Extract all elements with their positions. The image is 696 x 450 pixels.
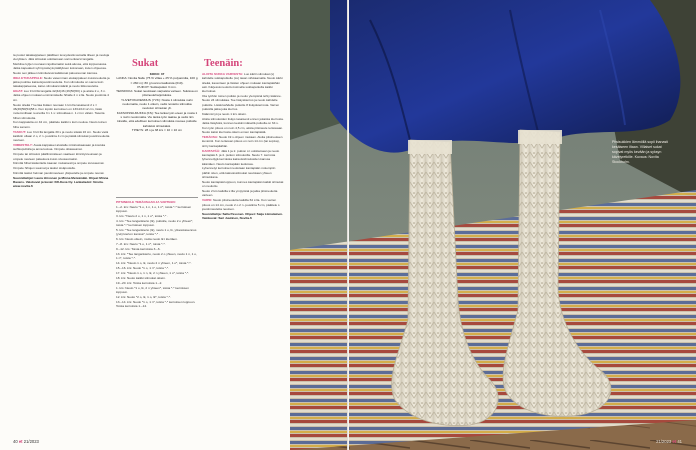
socks-photo bbox=[290, 0, 696, 450]
paragraph bbox=[202, 166, 284, 179]
paragraph bbox=[116, 276, 198, 280]
paragraph-heading: PITSINEULE TERÄOSAAN JA VARTEEN: bbox=[116, 200, 176, 204]
paragraph bbox=[116, 214, 198, 218]
paragraph bbox=[13, 161, 111, 170]
paragraph bbox=[116, 219, 198, 228]
paragraph-text: 17. krs: *Neulo 1 o, 1 n, lk, 2 n yhteen, 1 o*, toista *-*. bbox=[116, 270, 190, 275]
paragraph-text: Neulo 19 s ohjeen mukaan. Aloita pitsineuleen kuviointi. Kun teräosan pituus on noin 14 cm (tai sopiva), siirry kantapäähän. bbox=[202, 135, 283, 148]
paragraph-text: 1. krs: Neulo *1 o, lk, 2 n yhteen*, toista *-* kerroksen loppuun. bbox=[116, 285, 189, 294]
paragraph-text: 9.–12. krs: Toista kerroksia 3.–6. bbox=[116, 247, 161, 252]
photo-caption: Pitsisukkien lämmöllä sopii ihanasti kesäiseen iltaan. Villaiset sukat sopivat myös kevään ja syksyn kävelyretkille. Kuvaus: Novita Stockholm. bbox=[612, 140, 669, 164]
paragraph-text: Lyhennetyt kerrokset neulotaan kantapään molempiin päihin siten, että kaksoissilmukat neulotaan yhteen silmukkana. bbox=[202, 166, 276, 179]
paragraph-heading: VARSI: bbox=[202, 198, 213, 203]
paragraph bbox=[116, 266, 198, 270]
paragraph bbox=[116, 261, 198, 265]
paragraph bbox=[116, 237, 198, 241]
paragraph bbox=[13, 89, 111, 102]
paragraph-text: 1.–2. krs: Neulo *1 o, 1 n, 1 o, 1 n*, toista *-* kerroksen loppuun. bbox=[116, 204, 192, 214]
paragraph-text: Luo 9 krt:llä langalla 42(42)46 (46(50)50) s ja aloita 2 o, 3 n. Jatka ohjeen mukaan ensimmäiselle hihalle 2 n s:lla. Neulo joustinta 4 cm. bbox=[13, 89, 109, 102]
credits-text: Suunnittelijat: Laura Hirvonen ja Minna Metsämäki. Ohjeet Minna Ravens. Valokuvat ja kuvat: KR-Kuva Oy. Lankatiedot: Novita. www.novita.fi bbox=[13, 175, 109, 189]
paragraph-text: 5. krs: *Tee langankierto (lk), neulo 1 o, lk, ylivetokavennus (yvk) kierton kanssa*, toista *-* . bbox=[116, 228, 197, 237]
photo-illustration bbox=[290, 0, 696, 450]
paragraph-text: 19.–20. krs: Toista kerroksia 1.–2. bbox=[116, 280, 163, 285]
paragraph-text: 14. krs: *Neulo 1 o, lk, neulo 2 n yhteen, 1 o*, toista *-*. bbox=[116, 261, 192, 266]
paragraph-text: Neulo kantapää loppuun, kunnes kantapään kaikki silmukat on neulottu. bbox=[202, 179, 284, 189]
paragraph bbox=[202, 149, 284, 166]
paragraph bbox=[116, 281, 198, 285]
paragraph bbox=[202, 212, 284, 221]
materials-line: KAKSOISSILMUKKA (KS): Tee lanka työn eteen ja nosta 1 s nurin neulomatta. Vie lanka työn taakse ja vedä niin kireälle, että edellisen kerroksen silmukka nousee puikolle kahdeksi silmukaksi. bbox=[116, 110, 198, 128]
column-1 bbox=[13, 53, 111, 433]
materials-line: TEKNIIKKA: Sukat neulotaan varpaista varteen. Sukissa on pitsineuleharjoituksia. bbox=[116, 89, 198, 98]
paragraph bbox=[13, 152, 111, 161]
column-2 bbox=[116, 200, 198, 436]
materials-box bbox=[116, 72, 198, 132]
paragraph-heading: TASKUT: bbox=[13, 129, 27, 134]
paragraph-text: Neulo pitsineuletta kaikilla 64 s:lla. Kun varren pituus on 14 cm, neulo 2 o 2 n -joustinta 5 cm, päättele s joustinneuletta neuloen. bbox=[202, 198, 280, 211]
paragraph-text: 4. krs: *Tee langankierto (lk), puikolle, neulo 2 o yhteen*, toista *-* kerroksen loppuun. bbox=[116, 218, 194, 228]
paragraph-text: Neulo sileää 7 kertaa lisäten reunaan 1 krs:lla tasaisesti 2 s = 46(46)50(54)58 s. Kun lopöin kerroksen on 13/11/10 x2 cm, lisää molemmiltaan reunoilta 3 x 1 s: silmukkaa n. 1 cm:n välein. Tasoita hihan silmukoita. bbox=[13, 102, 105, 120]
paragraph bbox=[13, 103, 111, 120]
page-number: 41 bbox=[677, 439, 682, 444]
paragraph bbox=[13, 62, 111, 75]
paragraph-text: Kun kappaletta on 42 cm, päättele kaikki s kuin neuloa. Neulo toinen hiha samoin. bbox=[13, 120, 107, 129]
paragraph-text: 3. krs: *Neulo 2 o, 1 n, 1 o*, toista *-* . bbox=[116, 214, 169, 219]
paragraph-heading: VIIMEISTELY: bbox=[13, 143, 33, 148]
paragraph bbox=[13, 171, 111, 175]
paragraph-text: Kiinnitä hihat kädentielle kaavan mukaisesti ja ompele sivusaumat. Ompele hihojen saumat ja taskut sisäpuolelle. bbox=[13, 161, 105, 170]
paragraph bbox=[202, 126, 284, 135]
paragraph bbox=[202, 189, 284, 198]
brand-mark: et bbox=[672, 439, 677, 444]
paragraph bbox=[202, 72, 284, 93]
paragraph-text: ta puolet takakappaleen päällisen leveydestä samalla tiileen ja neuloja vieryttäen. Jätä silmukat odottamaan sormenkiersi langalle. bbox=[13, 53, 110, 62]
materials-divider bbox=[116, 197, 198, 198]
paragraph-text: 15.–16. krs: Neulo *1 o, 1 n*, toista *-*. bbox=[116, 266, 169, 271]
paragraph bbox=[13, 76, 111, 89]
paragraph-heading: ALOITA SUKKA VARVESTA: bbox=[202, 72, 244, 76]
column-3 bbox=[202, 72, 284, 436]
paragraph-text: Merkitse kyljen reunaan rajoittamaksi sekä alussa, että loppuosassa. Jatka kapeaketi sylimyssävyä päällyksen kokonaan, kuten ohjeessa. Neulo sen jälkeen kiinnitelevä kaikkiosat paluureunan kanssa. bbox=[13, 62, 108, 75]
paragraph-heading: IDEA ETUKAPPALE: bbox=[13, 75, 43, 80]
page-gutter bbox=[347, 0, 349, 450]
paragraph-text: 12. krs: Neulo *2 o, lk, 1 o, lk*, toista *-*. bbox=[116, 294, 171, 299]
paragraph-text: 7.–8. krs: Neulo *1 o, 1 n*, toista *-*. bbox=[116, 242, 166, 247]
paragraph bbox=[116, 252, 198, 261]
materials-line: YLIVETOKAVENNUS (YVK): Nosta 1 silmukka nurin neulomatta, neulo 1 oikein, vedä nostettu silmukka neulotun silmukan yli. bbox=[121, 97, 193, 111]
credits-text: Suunnittelija: Salla Pesonen. Ohjeet: Saija Liimatainen. Valokuvat: Sari Juutinen, Novita.fi bbox=[202, 211, 283, 221]
paragraph-text: 18. krs: Neulo kaikki silmukat oikein. bbox=[116, 275, 166, 280]
paragraph-heading: TERÄOSA: bbox=[202, 135, 219, 140]
paragraph-text: 6. krs: Neulo oikein, mutta neulo lk:t kiertäen. bbox=[116, 237, 178, 242]
paragraph bbox=[116, 247, 198, 251]
socks-title: Sukat bbox=[132, 58, 159, 69]
instructions-title: Teenäin: bbox=[204, 58, 243, 69]
paragraph bbox=[116, 271, 198, 275]
paragraph-text: Kiinnitä taskut helman joustinneuleen yläpuolelle ja ompele reunat. bbox=[13, 170, 105, 175]
paragraph-text: Käännä työ ja neulo 1 krs oikein. bbox=[202, 111, 247, 116]
paragraph-heading: KANTAPÄÄ: bbox=[202, 148, 221, 153]
paragraph bbox=[13, 130, 111, 143]
paragraph-text: Avata kappaleet alustalle mitoituskaavaan ja kostuta suihkupullolla ja anna kuivua. Ompele olkasaumat. bbox=[13, 143, 106, 152]
paragraph-text: 13.–14. krs: Neulo *1 o, 1 n*, toista *-* kerroksen loppuun. Toista kerroksia 1.–14. bbox=[116, 299, 196, 309]
paragraph-text: Aloita silmukoiden lisäys tasaisesti ennen jokaista kierrosta. Jatka lisäyksiä, kunnes keskimmäisellä puikolla on 64 s. bbox=[202, 116, 284, 126]
paragraph-text: Ota työhön toinen puikko ja neulo ylempänä tehty käänne. Neulo 24 silmukkaa. Tee lisäyskierros ja neulo kahdelle puikolle. Lisää kahdelle puikolle 8 lisäyskierrosta. Varren puikoilla jatka joka kierros. bbox=[202, 94, 282, 111]
page-number-left bbox=[13, 439, 39, 444]
brand-mark: et bbox=[18, 439, 23, 444]
materials-line: KOKO: 37 bbox=[149, 72, 165, 76]
paragraph bbox=[202, 94, 284, 111]
paragraph bbox=[202, 112, 284, 116]
paragraph bbox=[13, 120, 111, 129]
paragraph bbox=[13, 53, 111, 62]
materials-line: PUIKOT: Sukkapuikot 3 mm. bbox=[137, 84, 177, 89]
paragraph-text: Luo käriin silmukat (s) kahdelle sukkapuikolle (ss) tasan virkkaamalla. Neulo kärki sileää, kaventaen ja lisäten ohjeen mukaan kantapäähän asti. Kärjessä neulottu kolmella sukkapuikolla kaikki kierrokset. bbox=[202, 72, 283, 94]
paragraph-heading: HIHAT: bbox=[13, 89, 23, 94]
paragraph bbox=[202, 117, 284, 126]
paragraph bbox=[116, 228, 198, 237]
paragraph bbox=[202, 180, 284, 189]
page-number: 40 bbox=[13, 439, 18, 444]
paragraph-text: Neulo 2 krs kaikilla s:illa ympyränä ja jatka pitsineuletta varteen. bbox=[202, 189, 278, 198]
paragraph bbox=[13, 143, 111, 152]
paragraph-text: Luo 3 krt:llä langalla 30 s ja neulo sileää 16 cm. Neulo vielä kaikkiin ollaan 2 o, 2 n -joustinta 4 cm ja päätä silmukat joustinneuletta neuloen. bbox=[13, 129, 110, 143]
paragraph-text: Neulo vasemman etukappaleen kuvioneuletta ja jatka puolitse kaksoisjoustinneuletta. Kun silmukoita on sama kuin takakappaleessa, katso silmukanmäärät ja neulo tikkuneuletta. bbox=[13, 75, 110, 89]
paragraph bbox=[116, 200, 198, 204]
paragraph bbox=[116, 242, 198, 246]
paragraph bbox=[116, 295, 198, 299]
issue-number: 21/2023 bbox=[656, 439, 672, 444]
page-number-right bbox=[656, 439, 682, 444]
paragraph-text: Kun työn pituus on noin 4,5 cm, aloita pitsineule teräosaan. Neulo kaksi kierrosta oikein ennen kantapäätä. bbox=[202, 125, 284, 135]
paragraph bbox=[116, 205, 198, 214]
paragraph-text: 13. krs: *Tee langankierto, neulo 2 o yhteen, neulo 1 n, 1 o, 1 n*, toista *-*. bbox=[116, 252, 197, 261]
paragraph-text: Ompele tai silmukoi päällimmäiseen vaatteen kiinnitysreunaan ja ompele neuleen palautuva kuvio sivusaumaksi. bbox=[13, 152, 102, 161]
paragraph bbox=[13, 176, 111, 189]
issue-number: 21/2023 bbox=[23, 439, 39, 444]
paragraph bbox=[116, 300, 198, 309]
paragraph bbox=[202, 135, 284, 148]
materials-line: TIHEYS: 28 s ja 38 krs = 10 × 10 cm bbox=[131, 127, 183, 132]
paragraph bbox=[202, 198, 284, 211]
paragraph-text: Jätä 1 ja 2. puikon s:t odottamaan ja neulo kantapää 3. ja 4. puikon silmukoilla. Neulo 7. kerrosta lyhennettyjä kerroksia kaksoissilmukoiden kanssa kääntäen. Neulo kantapään keskiosa. bbox=[202, 148, 280, 166]
materials-line: LANKA: Novita Nalle (75 % villaa + 25 % polyamidia, 100 g = 260 m): 80 g luonnonvalkoista (010). bbox=[116, 76, 198, 85]
paragraph bbox=[116, 286, 198, 295]
